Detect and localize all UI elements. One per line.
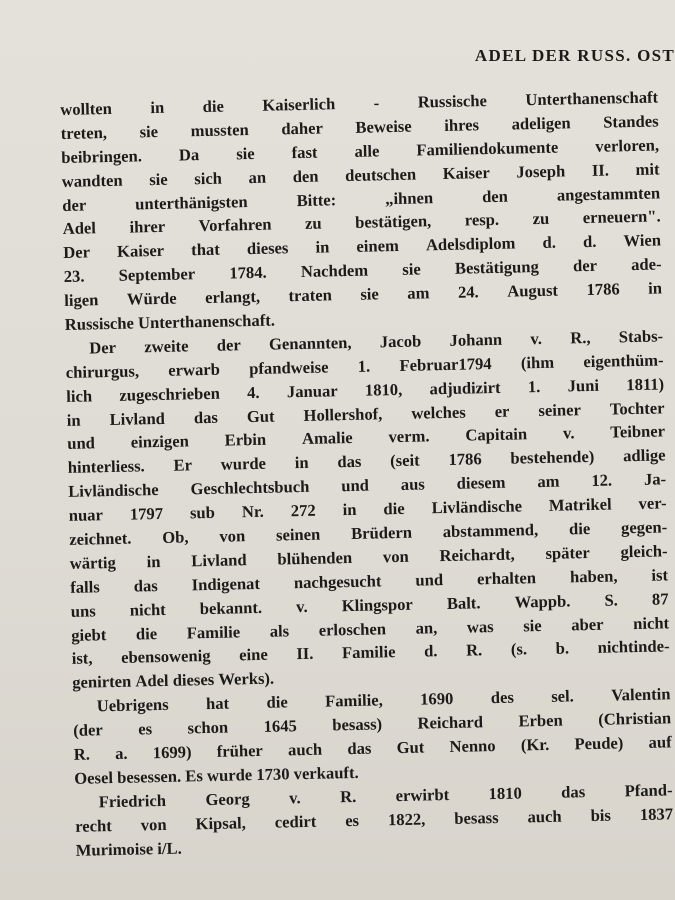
text-line: wollten in die Kaiserlich - Russische Unterthanenschaft — [60, 87, 659, 119]
text-line: Oesel besessen. Es wurde 1730 verkauft. — [74, 762, 363, 788]
text-line: wärtig in Livland blühenden von Reichardt, später gleich- — [69, 541, 668, 573]
text-line: Livländische Geschlechtsbuch und aus diesem am 12. Ja- — [68, 469, 667, 502]
text-line: Murimoise i/L. — [75, 838, 187, 860]
paragraph-start-line: Friedrich Georg v. R. erwirbt 1810 das Pfand- — [98, 780, 673, 812]
paragraph-start-line: Der zweite der Genannten, Jacob Johann v. R., Stabs- — [89, 326, 664, 358]
text-line: in Livland das Gut Hollershof, welches er seiner Tochter — [66, 397, 665, 430]
text-line: R. a. 1699) früher auch das Gut Nenno (Kr. Peude) auf — [73, 732, 672, 764]
text-line: beibringen. Da sie fast alle Familiendokumente verloren, — [61, 135, 660, 167]
text-line: hinterliess. Er wurde in das (seit 1786 bestehende) adlige — [67, 445, 666, 478]
text-line: ligen Würde erlangt, traten sie am 24. August 1786 in — [64, 278, 663, 311]
text-line: lich zugeschrieben 4. Januar 1810, adjudizirt 1. Juni 1811) — [66, 374, 665, 406]
text-line: ist, ebensowenig eine II. Familie d. R. (s. b. nichtinde- — [71, 636, 670, 669]
text-line: falls das Indigenat nachgesucht und erhalten haben, ist — [70, 565, 669, 597]
paragraph-start-line: Uebrigens hat die Familie, 1690 des sel. Valentin — [96, 684, 671, 716]
text-line: zeichnet. Ob, von seinen Brüdern abstammend, die gegen- — [69, 517, 668, 549]
text-line: Der Kaiser that dieses in einem Adelsdiplom d. d. Wien — [63, 230, 662, 263]
text-line: giebt die Familie als erloschen an, was sie aber nicht — [71, 612, 670, 645]
text-line: (der es schon 1645 besass) Reichard Erben (Christian — [73, 708, 672, 741]
text-line: der unterthänigsten Bitte: „ihnen den angestammten — [62, 183, 661, 215]
text-line: Russische Unterthanenschaft. — [64, 310, 280, 334]
text-line: treten, sie mussten daher Beweise ihres adeligen Standes — [60, 111, 659, 143]
text-line: wandten sie sich an den deutschen Kaiser Joseph II. mit — [61, 159, 660, 191]
text-line: nuar 1797 sub Nr. 272 in die Livländische Matrikel ver- — [68, 493, 667, 526]
running-header: ADEL DER RUSS. OST — [474, 46, 675, 65]
text-line: Adel ihrer Vorfahren zu bestätigen, resp. zu erneuern". — [62, 206, 661, 239]
body-text — [60, 85, 674, 862]
text-line: genirten Adel dieses Werks). — [72, 668, 279, 693]
text-line: 23. September 1784. Nachdem sie Bestätigung der ade- — [63, 254, 662, 287]
text-line: chirurgus, erwarb pfandweise 1. Februar1794 (ihm eigenthüm- — [65, 350, 664, 382]
text-line: recht von Kipsal, cedirt es 1822, besass auch bis 1837 — [75, 804, 674, 836]
text-line: und einzigen Erbin Amalie verm. Capitain v. Teibner — [67, 421, 666, 454]
text-line: uns nicht bekannt. v. Klingspor Balt. Wappb. S. 87 — [70, 589, 669, 621]
